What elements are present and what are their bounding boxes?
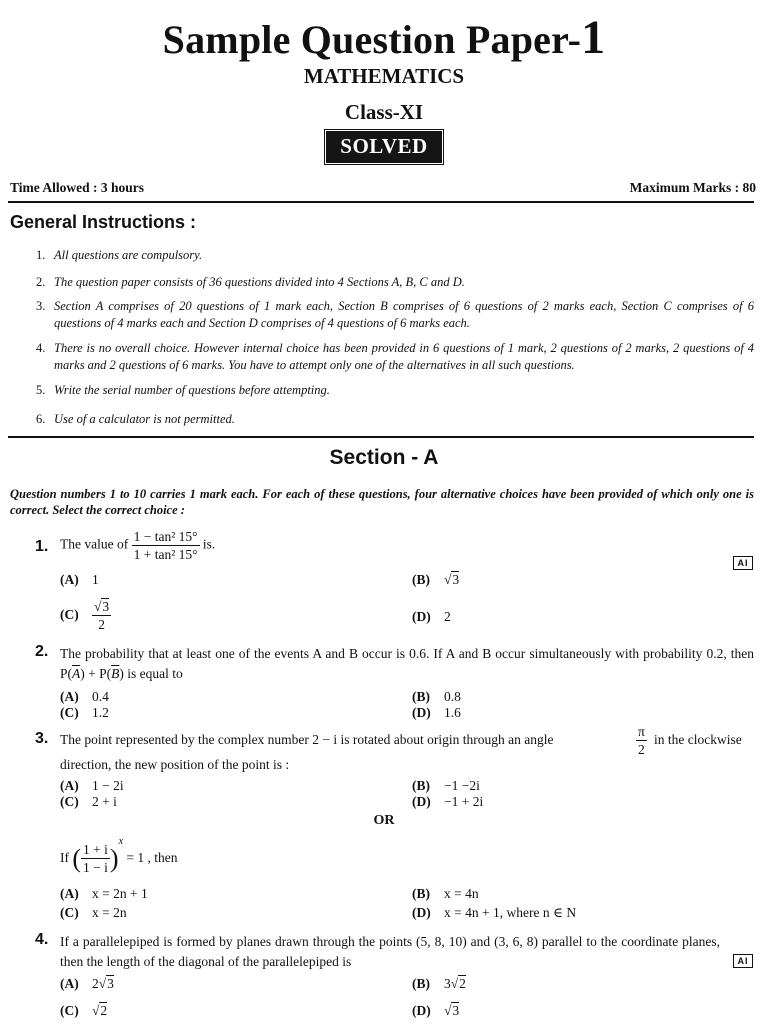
option-label: (A) (60, 778, 79, 793)
angle-fraction (636, 723, 647, 758)
radicand: 2 (459, 976, 466, 991)
square-root: √2 (92, 1003, 108, 1018)
q2-expression (60, 666, 124, 681)
fraction-numerator: 1 + i (83, 842, 108, 858)
time-allowed: Time Allowed : 3 hours (10, 180, 145, 195)
option-label: (B) (412, 572, 430, 587)
instruction-text: All questions are compulsory. (54, 248, 203, 262)
option-b (412, 572, 459, 588)
option-value: x = 4n (444, 886, 479, 901)
fraction-numerator: π (638, 724, 645, 739)
instruction-text: Use of a calculator is not permitted. (54, 412, 235, 426)
q3-text-tail: in the clockwise (654, 732, 742, 747)
fraction-denominator: 2 (638, 742, 645, 757)
option-label: (B) (412, 976, 430, 991)
option-label: (D) (412, 1003, 431, 1018)
q1-text-post: is. (202, 536, 216, 552)
alt-exponent: x (118, 836, 124, 847)
radicand: 2 (100, 1003, 108, 1018)
square-root: √3 (98, 976, 114, 991)
option-value: 1 − 2i (92, 778, 124, 793)
option-d (412, 609, 451, 625)
option-b (412, 778, 480, 794)
option-label: (C) (60, 794, 79, 809)
fraction-numerator: 1 − tan² 15° (133, 529, 198, 544)
fraction-denominator: 1 + tan² 15° (133, 547, 198, 562)
option-label: (B) (412, 886, 430, 901)
option-value: −1 −2i (444, 778, 480, 793)
option-label: (A) (60, 976, 79, 991)
instruction-text: The question paper consists of 36 questions divided into 4 Sections A, B, C and D. (54, 275, 465, 289)
option-b (412, 689, 461, 705)
option-value: x = 4n + 1, where n ∈ N (444, 905, 577, 920)
instruction-number: 2. (36, 275, 46, 289)
option-value: 1.6 (444, 705, 461, 720)
q3-alternative (60, 836, 178, 876)
option-label: (A) (60, 886, 79, 901)
option-label: (C) (60, 606, 79, 622)
option-label: (C) (60, 1003, 79, 1018)
option-c (60, 794, 117, 810)
q1-text-pre: The value of (60, 536, 129, 552)
option-a (60, 976, 114, 992)
question-text (60, 528, 754, 563)
option-value: 2 (444, 609, 451, 624)
instruction-item (36, 247, 754, 264)
option-value: 0.8 (444, 689, 461, 704)
question-text: The point represented by the complex number 2 − i is rotated about origin through an angle (60, 732, 554, 747)
option-c (60, 598, 111, 633)
section-divider (8, 436, 754, 438)
radicand: 3 (102, 599, 110, 614)
option-d (412, 1003, 459, 1019)
radicand: 3 (107, 976, 114, 991)
instruction-number: 1. (36, 248, 46, 262)
option-label: (A) (60, 572, 79, 587)
option-c (60, 1003, 107, 1019)
alt-post: = 1 , then (126, 850, 178, 865)
square-root: √3 (444, 572, 460, 587)
option-value: 0.4 (92, 689, 109, 704)
question-text: If a parallelepiped is formed by planes drawn through the points (5, 8, 10) and (3, 6, 8) parallel to the coordinate planes, then the length of the diagonal of the parallelepiped is (60, 934, 720, 969)
option-label: (B) (412, 689, 430, 704)
section-heading: Section - A (329, 446, 439, 469)
q1-fraction (132, 528, 200, 563)
instruction-text: Section A comprises of 20 questions of 1 mark each, Section B comprises of 6 questions of 2 marks each, Section C comprises of 6 questions of 4 marks each and Section D comprises of 4 questions of 6 marks each. (54, 299, 754, 330)
radicand: 3 (452, 572, 460, 587)
paren-open: ( (72, 843, 82, 873)
q2-text-part2: is equal to (127, 666, 183, 681)
option-label: (D) (412, 609, 431, 624)
option-b (412, 886, 479, 902)
option-a (60, 689, 109, 705)
option-a (60, 778, 124, 794)
option-label: (A) (60, 689, 79, 704)
expr-part: P( (60, 666, 73, 681)
option-c (60, 705, 109, 721)
fraction-denominator: 2 (98, 617, 105, 632)
subject-heading: MATHEMATICS (303, 64, 465, 88)
option-label: (D) (412, 705, 431, 720)
option-value: 1.2 (92, 705, 109, 720)
option-b (412, 976, 466, 992)
instruction-item (36, 411, 754, 428)
option-value: x = 2n + 1 (92, 886, 148, 901)
option-value: x = 2n (92, 905, 127, 920)
paren-close: ) (109, 843, 119, 873)
question-number: 2. (35, 643, 49, 660)
option-value: −1 + 2i (444, 794, 484, 809)
paper-title (0, 10, 768, 65)
question-number: 3. (35, 730, 49, 747)
complement-b: $\overline{B}$ (111, 666, 120, 681)
class-heading: Class-XI (344, 100, 424, 124)
question-number: 4. (35, 931, 49, 948)
instruction-number: 4. (36, 341, 46, 355)
option-c (60, 905, 127, 921)
instruction-number: 5. (36, 383, 46, 397)
section-note: Question numbers 1 to 10 carries 1 mark each. For each of these questions, four alternative choices have been provided of which only one is correct. Select the correct choice : (10, 487, 754, 517)
q3-angle-fraction (636, 723, 647, 758)
square-root: √3 (444, 1003, 460, 1018)
square-root: √2 (450, 976, 466, 991)
option-fraction (92, 598, 111, 633)
solved-badge: SOLVED (326, 131, 441, 163)
option-label: (C) (60, 705, 79, 720)
instruction-text: Write the serial number of questions before attempting. (54, 383, 330, 397)
expr-part: ) (119, 666, 124, 681)
question-text (60, 644, 754, 684)
instruction-item (36, 298, 754, 332)
instructions-heading: General Instructions : (10, 212, 197, 232)
coefficient: 3 (444, 976, 451, 991)
complement-a: $\overline{A}$ (72, 666, 81, 681)
instruction-item (36, 382, 754, 399)
ai-marker-icon: AI (733, 954, 753, 968)
option-label: (C) (60, 905, 79, 920)
q2-text-part1: The probability that at least one of the events A and B occur is 0.6. If A and B occur simultaneously with probability 0.2, then (60, 646, 754, 661)
option-value: 2 + i (92, 794, 117, 809)
alt-fraction (81, 841, 110, 876)
option-a (60, 572, 99, 588)
paper-number: 1 (581, 11, 606, 64)
instruction-number: 6. (36, 412, 46, 426)
or-separator: OR (373, 813, 395, 828)
option-label: (B) (412, 778, 430, 793)
coefficient: 2 (92, 976, 99, 991)
option-a (60, 886, 148, 902)
instruction-item (36, 340, 754, 374)
square-root: √3 (94, 599, 110, 614)
header-divider (8, 201, 754, 203)
instruction-item (36, 274, 754, 291)
instruction-text: There is no overall choice. However internal choice has been provided in 6 questions of 1 mark, 2 questions of 2 marks, 2 questions of 4 marks and 2 questions of 6 marks. You have to attempt only one of the alternatives in all such questions. (54, 341, 754, 372)
option-d (412, 705, 461, 721)
paper-title-text: Sample Question Paper- (162, 17, 582, 62)
ai-marker-icon: AI (733, 556, 753, 570)
option-label: (D) (412, 905, 431, 920)
option-d (412, 794, 483, 810)
instruction-number: 3. (36, 299, 46, 313)
question-text-cont: direction, the new position of the point is : (60, 757, 290, 772)
option-d (412, 905, 576, 921)
alt-pre: If (60, 850, 69, 865)
option-label: (D) (412, 794, 431, 809)
fraction-numerator (92, 598, 111, 616)
fraction-denominator: 1 − i (83, 860, 108, 876)
option-value: 1 (92, 572, 99, 587)
maximum-marks: Maximum Marks : 80 (629, 180, 756, 195)
question-number: 1. (35, 538, 49, 555)
expr-part: ) + P( (80, 666, 112, 681)
radicand: 3 (452, 1003, 460, 1018)
